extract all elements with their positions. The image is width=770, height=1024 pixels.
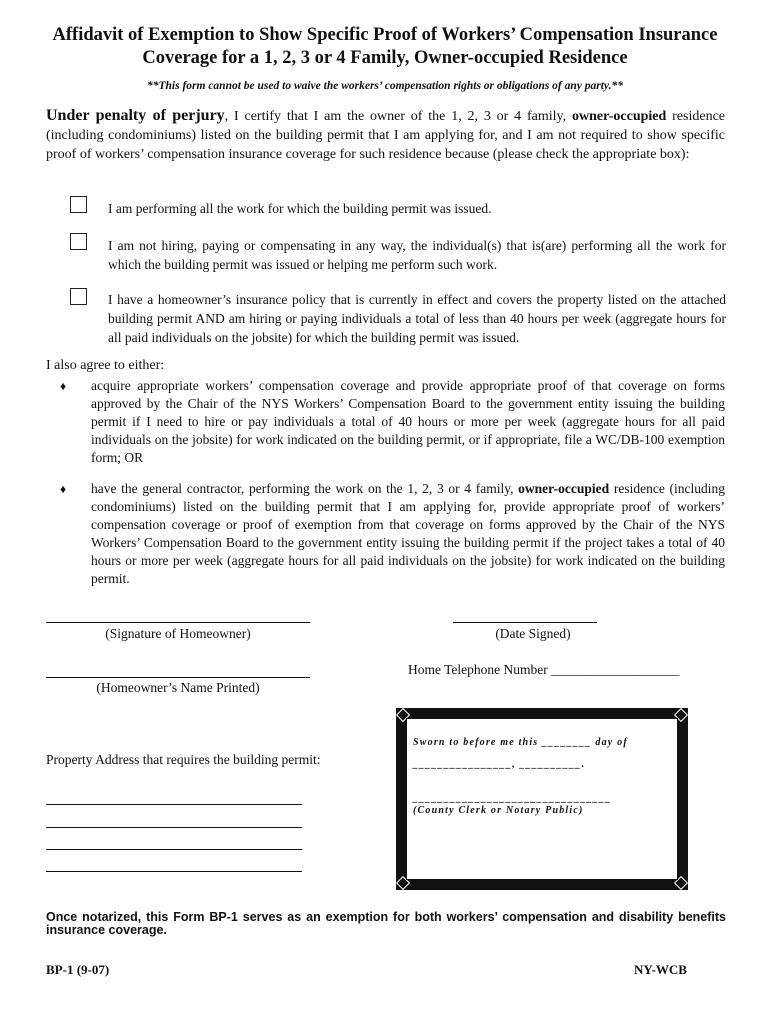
form-id: BP-1 (9-07) xyxy=(46,962,110,977)
signature-line[interactable] xyxy=(46,622,310,623)
option-1-text: I am performing all the work for which the building permit was issued. xyxy=(108,201,492,216)
intro-part-1: , I certify that I am the owner of the 1, 2, 3 or 4 family, xyxy=(224,109,572,124)
bullet-2-icon: ♦ xyxy=(60,482,67,496)
home-phone-field[interactable]: Home Telephone Number ___________________ xyxy=(408,662,680,677)
form-title xyxy=(30,24,740,70)
title-line-2: Coverage for a 1, 2, 3 or 4 Family, Owner-occupied Residence xyxy=(142,48,628,68)
bullet-2-bold: owner-occupied xyxy=(518,481,610,496)
notary-inner xyxy=(406,718,678,880)
intro-part-2: residence (including condominiums) listed on the building permit that I am applying for, and I am not required to show specific proof of workers’ compensation insurance coverage for such residence because (please check the appropriate box): xyxy=(46,109,725,162)
address-line-2[interactable] xyxy=(46,827,302,828)
disclaimer: **This form cannot be used to waive the workers’ compensation rights or obligations of any party.** xyxy=(146,80,623,92)
option-2-text: I am not hiring, paying or compensating in any way, the individual(s) that is(are) performing all the work for which the building permit was issued or helping me perform such work. xyxy=(108,238,726,272)
notarization-note: Once notarized, this Form BP-1 serves as an exemption for both workers’ compensation and disability benefits insurance coverage. xyxy=(46,910,726,937)
signature-caption: (Signature of Homeowner) xyxy=(105,626,251,641)
name-caption: (Homeowner’s Name Printed) xyxy=(96,680,260,695)
agree-label: I also agree to either: xyxy=(46,358,165,373)
bullet-1-icon: ♦ xyxy=(60,379,67,393)
address-line-3[interactable] xyxy=(46,849,302,850)
address-line-1[interactable] xyxy=(46,804,302,805)
intro-paragraph xyxy=(46,106,725,164)
option-1-checkbox[interactable] xyxy=(70,196,87,213)
option-3-text: I have a homeowner’s insurance policy that is currently in effect and covers the property listed on the attached building permit AND am hiring or paying individuals a total of less than 40 hours per week (aggregate hours for all paid individuals on the jobsite) for which the building permit was issued. xyxy=(108,292,726,345)
bullet-2-part-2: residence (including condominiums) listed on the building permit that I am applying for, provide appropriate proof of workers’ compensation coverage or proof of exemption from that coverage on forms approved by the Chair of the NYS Workers’ Compensation Board to the government entity issuing the building permit if the project takes a total of 40 hours or more per week (aggregate hours for all paid individuals on the jobsite) for work indicated on the building permit. xyxy=(91,481,725,586)
notary-signature-line[interactable]: ________________________________ xyxy=(413,793,612,804)
notary-box xyxy=(396,708,688,890)
notary-date-line[interactable]: ________________, __________. xyxy=(413,759,586,770)
option-3-checkbox[interactable] xyxy=(70,288,87,305)
bullet-2-part-1: have the general contractor, performing the work on the 1, 2, 3 or 4 family, xyxy=(91,481,519,496)
address-line-4[interactable] xyxy=(46,871,302,872)
bullet-2-text xyxy=(91,480,725,588)
date-signed-line[interactable] xyxy=(453,622,597,623)
name-printed-line[interactable] xyxy=(46,677,310,678)
notary-caption: (County Clerk or Notary Public) xyxy=(413,805,584,816)
notary-sworn: Sworn to before me this ________ day of xyxy=(413,737,628,748)
address-label: Property Address that requires the building permit: xyxy=(46,752,321,767)
agency-code: NY-WCB xyxy=(634,962,687,977)
option-2-checkbox[interactable] xyxy=(70,233,87,250)
title-line-1: Affidavit of Exemption to Show Specific Proof of Workers’ Compensation Insurance xyxy=(52,25,718,45)
intro-bold: owner-occupied xyxy=(571,109,667,124)
date-caption: (Date Signed) xyxy=(495,626,571,641)
perjury-lead: Under penalty of perjury xyxy=(46,107,225,124)
bullet-1-text: acquire appropriate workers’ compensation coverage and provide appropriate proof of that coverage on forms approved by the Chair of the NYS Workers’ Compensation Board to the government entity issuing the building permit if I need to hire or pay individuals a total of 40 hours or more per week (aggregate hours for all paid individuals on the jobsite) for work indicated on the building permit, or if appropriate, file a WC/DB-100 exemption form; OR xyxy=(91,378,725,465)
